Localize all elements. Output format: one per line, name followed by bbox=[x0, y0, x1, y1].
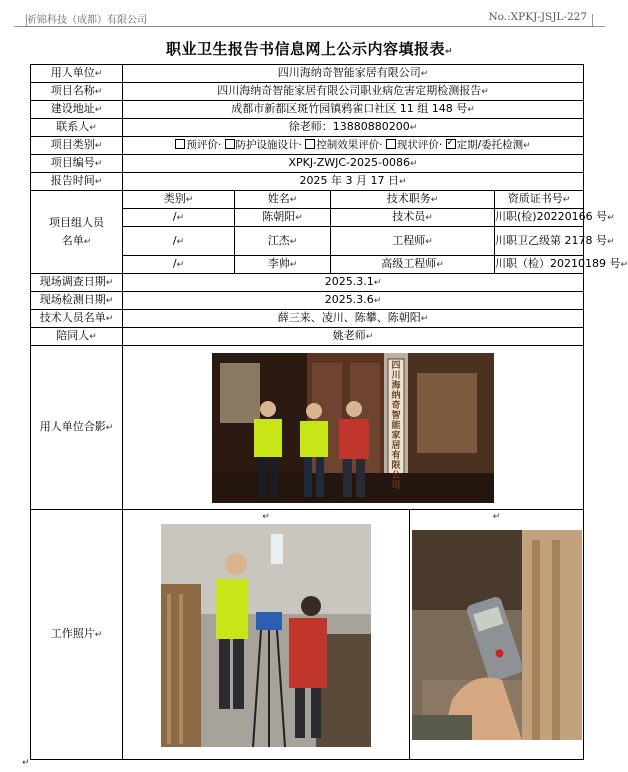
value-report-date: 2025 年 3 月 17 日↵ bbox=[123, 173, 584, 191]
group-photo bbox=[212, 353, 494, 503]
value-project-no: XPKJ-ZWJC-2025-0086↵ bbox=[123, 155, 584, 173]
value-employer: 四川海纳奇智能家居有限公司↵ bbox=[123, 65, 584, 83]
team-cert: 川职（检）20210189 号↵ bbox=[495, 256, 584, 274]
label-project-no: 项目编号↵ bbox=[31, 155, 123, 173]
row-test-date bbox=[31, 292, 584, 310]
row-team-header bbox=[31, 191, 584, 209]
team-header-title: 技术职务↵ bbox=[331, 191, 495, 209]
work-photo-1-image bbox=[161, 524, 371, 747]
work-photo-cell-2: ↵ bbox=[410, 510, 584, 760]
label-employer: 用人单位↵ bbox=[31, 65, 123, 83]
value-project-type: 预评价· 防护设施设计· 控制效果评价· 现状评价· ✓定期/委托检测↵ bbox=[123, 137, 584, 155]
value-escort: 姚老师↵ bbox=[123, 328, 584, 346]
work-photo-1 bbox=[161, 524, 371, 747]
team-name: 江杰↵ bbox=[235, 227, 331, 256]
row-work-photos bbox=[31, 510, 584, 760]
value-contact: 徐老师：13880880200↵ bbox=[123, 119, 584, 137]
checkbox-protection-design[interactable] bbox=[225, 139, 235, 149]
team-header-name: 姓名↵ bbox=[235, 191, 331, 209]
value-test-date: 2025.3.6↵ bbox=[123, 292, 584, 310]
row-report-date bbox=[31, 173, 584, 191]
checkbox-periodic-testing[interactable] bbox=[446, 139, 456, 149]
label-project-type: 项目类别↵ bbox=[31, 137, 123, 155]
label-work-photos: 工作照片↵ bbox=[31, 510, 123, 760]
team-cert: 川职卫乙级第 2178 号↵ bbox=[495, 227, 584, 256]
value-technicians: 薛三来、凌川、陈攀、陈朝阳↵ bbox=[123, 310, 584, 328]
team-header-category: 类别↵ bbox=[123, 191, 235, 209]
value-survey-date: 2025.3.1↵ bbox=[123, 274, 584, 292]
row-project-name bbox=[31, 83, 584, 101]
value-project-name: 四川海纳奇智能家居有限公司职业病危害定期检测报告↵ bbox=[123, 83, 584, 101]
label-contact: 联系人↵ bbox=[31, 119, 123, 137]
row-escort bbox=[31, 328, 584, 346]
work-photo-2-image bbox=[412, 530, 582, 740]
row-employer bbox=[31, 65, 584, 83]
label-group-photo: 用人单位合影↵ bbox=[31, 346, 123, 510]
paragraph-mark: ↵ bbox=[22, 758, 30, 768]
label-test-date: 现场检测日期↵ bbox=[31, 292, 123, 310]
team-category: /↵ bbox=[123, 209, 235, 227]
header-doc-no: No.:XPKJ-JSJL-227 bbox=[488, 11, 587, 23]
row-address bbox=[31, 101, 584, 119]
team-title: 工程师↵ bbox=[331, 227, 495, 256]
team-name: 李帅↵ bbox=[235, 256, 331, 274]
form-title: 职业卫生报告书信息网上公示内容填报表↵ bbox=[165, 40, 454, 58]
work-photo-cell-1: ↵ bbox=[123, 510, 410, 760]
label-escort: 陪同人↵ bbox=[31, 328, 123, 346]
group-photo-image bbox=[212, 353, 494, 503]
row-project-no bbox=[31, 155, 584, 173]
value-address: 成都市新都区斑竹园镇鸦雀口社区 11 组 148 号↵ bbox=[123, 101, 584, 119]
header-rule bbox=[22, 26, 595, 27]
team-category: /↵ bbox=[123, 256, 235, 274]
label-project-name: 项目名称↵ bbox=[31, 83, 123, 101]
team-cert: 川职(检)20220166 号↵ bbox=[495, 209, 584, 227]
header-company: 祈锦科技（成都）有限公司 bbox=[27, 15, 147, 26]
checkbox-control-effect[interactable] bbox=[305, 139, 315, 149]
team-title: 高级工程师↵ bbox=[331, 256, 495, 274]
group-photo-cell bbox=[123, 346, 584, 510]
checkbox-status-evaluation[interactable] bbox=[386, 139, 396, 149]
label-survey-date: 现场调查日期↵ bbox=[31, 274, 123, 292]
label-address: 建设地址↵ bbox=[31, 101, 123, 119]
row-contact bbox=[31, 119, 584, 137]
checkbox-pre-evaluation[interactable] bbox=[175, 139, 185, 149]
info-table bbox=[30, 64, 628, 760]
row-project-type bbox=[31, 137, 584, 155]
team-header-cert: 资质证书号↵ bbox=[495, 191, 584, 209]
team-title: 技术员↵ bbox=[331, 209, 495, 227]
company-sign-text: 四川海纳奇智能家居有限公司 bbox=[391, 360, 401, 491]
work-photo-2 bbox=[412, 530, 582, 740]
row-survey-date bbox=[31, 274, 584, 292]
row-technicians bbox=[31, 310, 584, 328]
label-report-date: 报告时间↵ bbox=[31, 173, 123, 191]
row-group-photo bbox=[31, 346, 584, 510]
label-team: 项目组人员名单↵ bbox=[31, 191, 123, 274]
label-technicians: 技术人员名单↵ bbox=[31, 310, 123, 328]
team-name: 陈朝阳↵ bbox=[235, 209, 331, 227]
team-category: /↵ bbox=[123, 227, 235, 256]
